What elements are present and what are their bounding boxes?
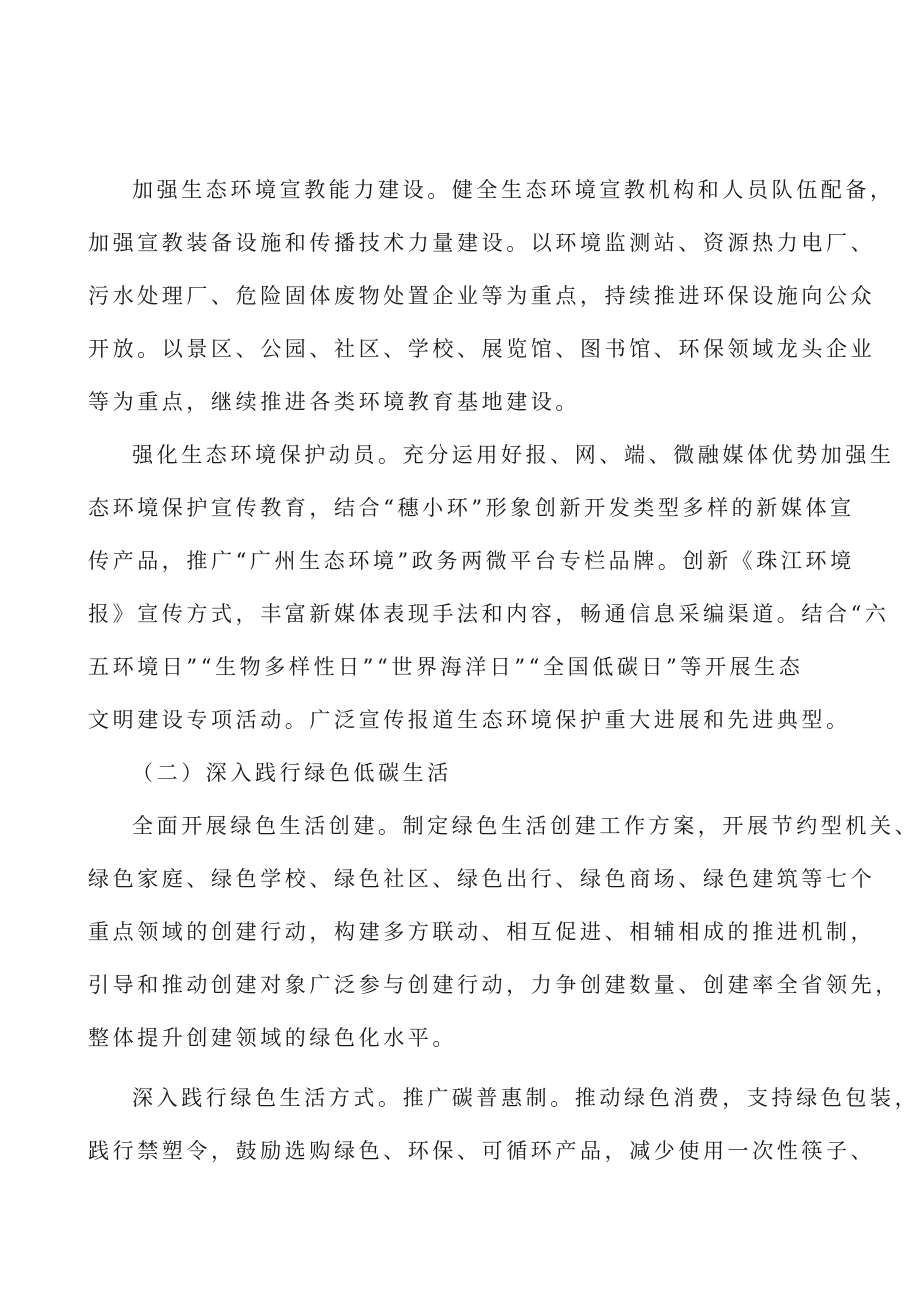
paragraph-line: 等为重点，继续推进各类环境教育基地建设。 <box>88 390 580 414</box>
paragraph-line: 五环境日”“生物多样性日”“世界海洋日”“全国低碳日”等开展生态 <box>88 655 804 679</box>
paragraph-line: 全面开展绿色生活创建。制定绿色生活创建工作方案，开展节约型机关、 <box>132 814 920 838</box>
paragraph-line: 践行禁塑令，鼓励选购绿色、环保、可循环产品，减少使用一次性筷子、 <box>88 1139 876 1163</box>
paragraph-line: 引导和推动创建对象广泛参与创建行动，力争创建数量、创建率全省领先， <box>88 973 900 997</box>
paragraph-line: 文明建设专项活动。广泛宣传报道生态环境保护重大进展和先进典型。 <box>88 708 851 732</box>
paragraph-line: 报》宣传方式，丰富新媒体表现手法和内容，畅通信息采编渠道。结合“六 <box>88 602 890 626</box>
paragraph-line: 强化生态环境保护动员。充分运用好报、网、端、微融媒体优势加强生 <box>132 443 895 467</box>
paragraph-line: 加强宣教装备设施和传播技术力量建设。以环境监测站、资源热力电厂、 <box>88 231 876 255</box>
section-heading: （二）深入践行绿色低碳生活 <box>132 761 452 785</box>
paragraph-line: 态环境保护宣传教育，结合“穗小环”形象创新开发类型多样的新媒体宣 <box>88 496 855 520</box>
paragraph-line: 绿色家庭、绿色学校、绿色社区、绿色出行、绿色商场、绿色建筑等七个 <box>88 867 876 891</box>
paragraph-line: 传产品，推广“广州生态环境”政务两微平台专栏品牌。创新《珠江环境 <box>88 549 855 573</box>
paragraph-line: 开放。以景区、公园、社区、学校、展览馆、图书馆、环保领域龙头企业 <box>88 337 876 361</box>
paragraph-line: 污水处理厂、危险固体废物处置企业等为重点，持续推进环保设施向公众 <box>88 284 876 308</box>
paragraph-line: 深入践行绿色生活方式。推广碳普惠制。推动绿色消费，支持绿色包装， <box>132 1086 920 1110</box>
paragraph-line: 整体提升创建领域的绿色化水平。 <box>88 1026 457 1050</box>
paragraph-line: 重点领域的创建行动，构建多方联动、相互促进、相辅相成的推进机制， <box>88 920 876 944</box>
paragraph-line: 加强生态环境宣教能力建设。健全生态环境宣教机构和人员队伍配备， <box>132 178 895 202</box>
